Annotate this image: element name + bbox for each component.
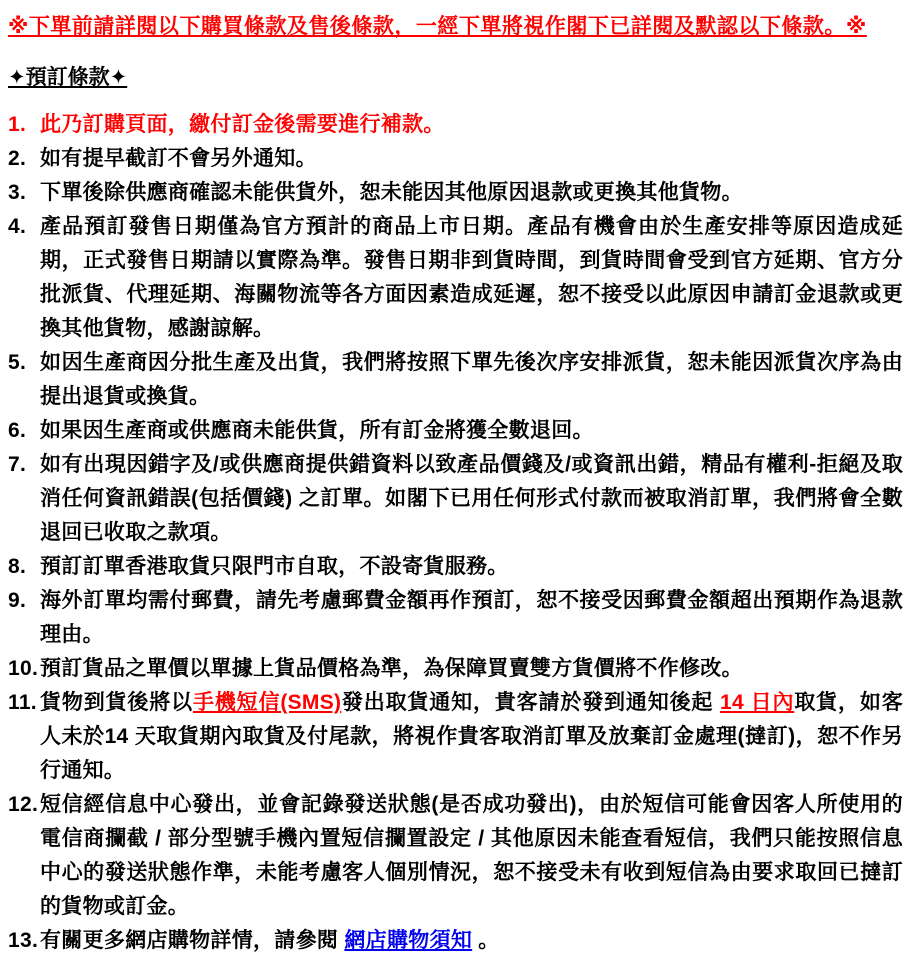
term-text — [40, 555, 509, 578]
term-segment: 產品預訂發售日期僅為官方預計的商品上市日期。產品有機會由於生產安排等原因造成延期，正式發售日期請以實際為準。發售日期非到貨時間，到貨時間會受到官方延期、官方分批派貨、代理延期、海關物流等各方面因素造成延遲，恕不接受以此原因申請訂金退款或更換其他貨物，感謝諒解。 — [40, 215, 903, 340]
term-item-6 — [8, 414, 903, 448]
section-title-preorder-terms: ✦預訂條款✦ — [8, 66, 128, 89]
terms-list — [8, 108, 903, 958]
store-shopping-notes-link[interactable]: 網店購物須知 — [344, 929, 473, 952]
term-segment: 如有提早截訂不會另外通知。 — [40, 147, 317, 170]
term-text — [40, 147, 317, 170]
term-number: 8. — [8, 555, 27, 578]
term-segment: 預訂貨品之單價以單據上貨品價格為準，為保障買賣雙方貨價將不作修改。 — [40, 657, 743, 680]
term-segment: 下單後除供應商確認未能供貨外，恕未能因其他原因退款或更換其他貨物。 — [40, 181, 743, 204]
term-segment: 。 — [472, 929, 500, 952]
term-number: 10. — [8, 657, 39, 680]
term-segment: 有關更多網店購物詳情，請參閱 — [40, 929, 345, 952]
term-segment: 如因生產商因分批生產及出貨，我們將按照下單先後次序安排派貨，恕未能因派貨次序為由提出退貨或換貨。 — [40, 351, 903, 408]
term-number: 6. — [8, 419, 27, 442]
term-item-1 — [8, 108, 903, 142]
term-item-7 — [8, 448, 903, 550]
term-text — [40, 351, 903, 408]
term-segment: 取貨，如客人未於14 天取貨期內取貨及付尾款，將視作貴客取消訂單及放棄訂金處理(撻訂)，恕不作另行通知。 — [40, 691, 904, 782]
term-segment: 短信經信息中心發出，並會記錄發送狀態(是否成功發出)，由於短信可能會因客人所使用的電信商攔截 / 部分型號手機內置短信攔置設定 / 其他原因未能查看短信，我們只能按照信息中心的發送狀態作準，未能考慮客人個別情況，恕不接受未有收到短信為由要求取回已撻訂的貨物或訂金。 — [40, 793, 903, 918]
term-segment: 海外訂單均需付郵費，請先考慮郵費金額再作預訂，恕不接受因郵費金額超出預期作為退款理由。 — [40, 589, 903, 646]
highlighted-red-text: 14 日內 — [719, 691, 795, 714]
term-item-12 — [8, 788, 903, 924]
term-text — [40, 589, 903, 646]
term-text — [40, 215, 903, 340]
term-text — [40, 929, 500, 952]
term-item-9 — [8, 584, 903, 652]
term-segment: 貨物到貨後將以 — [40, 691, 193, 714]
term-text — [40, 419, 594, 442]
term-text — [40, 793, 903, 918]
term-text — [40, 453, 903, 544]
term-item-13 — [8, 924, 903, 958]
term-segment: 如果因生產商或供應商未能供貨，所有訂金將獲全數退回。 — [40, 419, 594, 442]
term-number: 1. — [8, 113, 27, 136]
term-segment: 預訂訂單香港取貨只限門市自取，不設寄貨服務。 — [40, 555, 509, 578]
term-number: 7. — [8, 453, 27, 476]
term-item-11 — [8, 686, 903, 788]
term-text — [40, 657, 743, 680]
term-text — [40, 691, 903, 782]
term-number: 3. — [8, 181, 27, 204]
term-segment: 發出取貨通知，貴客請於發到通知後起 — [341, 691, 720, 714]
term-number: 13. — [8, 929, 39, 952]
term-item-5 — [8, 346, 903, 414]
highlighted-red-text: 手機短信(SMS) — [192, 691, 342, 714]
term-text — [40, 181, 743, 204]
term-number: 2. — [8, 147, 27, 170]
term-number: 4. — [8, 215, 27, 238]
term-number: 12. — [8, 793, 39, 816]
purchase-warning-banner: ※下單前請詳閱以下購買條款及售後條款，一經下單將視作閣下已詳閱及默認以下條款。※ — [8, 15, 867, 38]
term-item-4 — [8, 210, 903, 346]
term-segment: 如有出現因錯字及/或供應商提供錯資料以致產品價錢及/或資訊出錯，精品有權利-拒絕及取消任何資訊錯誤(包括價錢) 之訂單。如閣下已用任何形式付款而被取消訂單，我們將會全數退回已收取之款項。 — [40, 453, 903, 544]
term-number: 9. — [8, 589, 27, 612]
term-item-2 — [8, 142, 903, 176]
term-number: 5. — [8, 351, 27, 374]
term-item-3 — [8, 176, 903, 210]
term-item-10 — [8, 652, 903, 686]
term-item-8 — [8, 550, 903, 584]
term-number: 11. — [8, 691, 37, 714]
term-segment: 此乃訂購頁面，繳付訂金後需要進行補款。 — [40, 113, 445, 136]
term-text — [40, 113, 445, 136]
